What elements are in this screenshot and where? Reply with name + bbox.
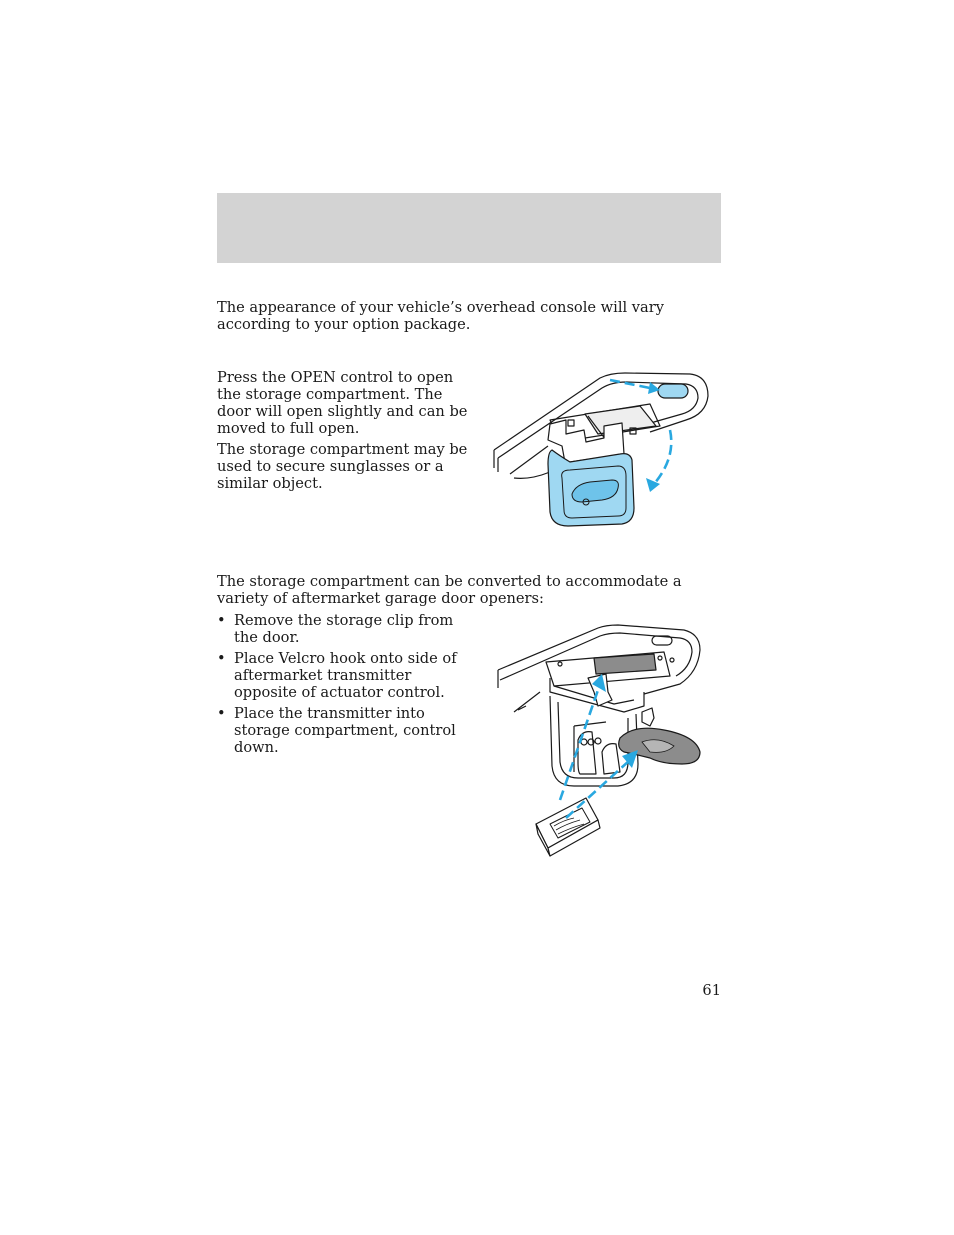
open-control-text	[217, 369, 473, 496]
intro-paragraph: The appearance of your vehicle’s overhead console will vary according to your option package.	[217, 299, 664, 333]
bullet: •	[217, 650, 226, 667]
step-text: Place the transmitter into storage compartment, control down.	[234, 705, 456, 756]
bullet: •	[217, 612, 226, 629]
step-text: Place Velcro hook onto side of aftermarket transmitter opposite of actuator control.	[234, 650, 457, 701]
page-number: 61	[702, 982, 721, 999]
section-header-band	[217, 193, 721, 263]
conversion-steps-list	[217, 612, 473, 760]
list-item	[217, 705, 473, 756]
convert-intro-paragraph: The storage compartment can be converted to accommodate a variety of aftermarket garage door openers:	[217, 573, 682, 607]
open-instructions-paragraph: Press the OPEN control to open the storage compartment. The door will open slightly and can be moved to full open.	[217, 369, 468, 437]
list-item	[217, 612, 473, 646]
list-item	[217, 650, 473, 701]
storage-usage-paragraph: The storage compartment may be used to secure sunglasses or a similar object.	[217, 441, 468, 492]
bullet: •	[217, 705, 226, 722]
console-open-illustration	[490, 368, 714, 534]
step-text: Remove the storage clip from the door.	[234, 612, 454, 646]
transmitter-install-illustration	[494, 622, 706, 860]
